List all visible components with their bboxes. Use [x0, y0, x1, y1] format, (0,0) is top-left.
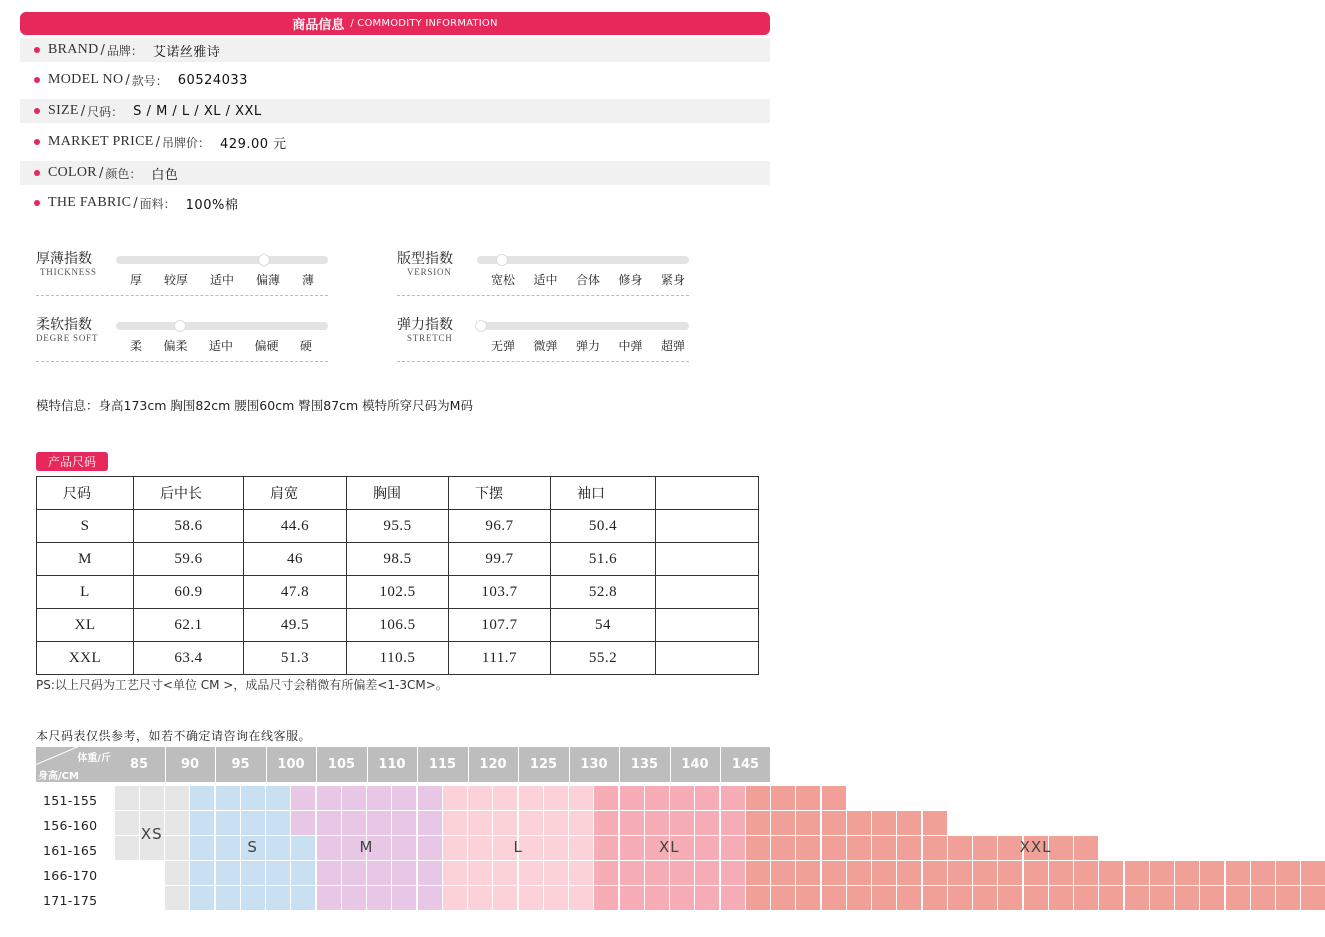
size-zone-cell [418, 786, 442, 810]
size-zone-cell [468, 836, 492, 860]
size-zone-cell [342, 786, 366, 810]
info-row-brand: BRAND / 品牌： 艾诺丝雅诗 [20, 38, 770, 62]
thickness-slider [116, 256, 328, 264]
size-zone-cell [367, 811, 391, 835]
price-value: 429.00 元 [220, 136, 287, 152]
size-zone-cell [1099, 886, 1123, 910]
size-zone-cell [1150, 886, 1174, 910]
weight-col-135: 135 [619, 747, 669, 782]
size-zone-cell [190, 836, 214, 860]
size-zone-cell [594, 886, 618, 910]
height-row-171-175: 171-175 [43, 893, 98, 908]
size-zone-cell [1150, 861, 1174, 885]
size-zone-cell [771, 836, 795, 860]
zone-label-xxl: XXL [1019, 837, 1052, 856]
size-zone-cell [544, 886, 568, 910]
size-zone-cell [822, 886, 846, 910]
size-zone-cell [367, 886, 391, 910]
size-zone-cell [317, 836, 341, 860]
size-zone-cell [695, 811, 719, 835]
size-zone-cell [241, 786, 265, 810]
size-zone-cell [973, 861, 997, 885]
size-zone-cell [1099, 861, 1123, 885]
info-row-fabric: THE FABRIC / 面料： 100%棉 [20, 191, 770, 215]
size-zone-cell [695, 886, 719, 910]
size-zone-cell [1251, 861, 1275, 885]
size-zone-cell [544, 861, 568, 885]
size-zone-cell [418, 886, 442, 910]
size-zone-cell [266, 861, 290, 885]
slider-knob [174, 320, 186, 332]
size-zone-cell [165, 886, 189, 910]
color-value: 白色 [151, 167, 179, 183]
info-row-price: MARKET PRICE / 吊牌价： 429.00 元 [20, 130, 770, 154]
corner-height-label: 身高/CM [38, 771, 79, 782]
size-zone-cell [746, 836, 770, 860]
size-zone-cell [1074, 861, 1098, 885]
size-zone-cell [291, 861, 315, 885]
size-zone-cell [897, 861, 921, 885]
weight-col-145: 145 [720, 747, 770, 782]
height-row-166-170: 166-170 [43, 868, 98, 883]
size-zone-cell [796, 786, 820, 810]
size-zone-cell [367, 786, 391, 810]
size-zone-cell [1049, 886, 1073, 910]
weight-col-100: 100 [266, 747, 316, 782]
size-zone-cell [796, 811, 820, 835]
zone-label-m: M [359, 837, 374, 856]
size-zone-cell [443, 786, 467, 810]
size-zone-cell [392, 861, 416, 885]
reference-note: 本尺码表仅供参考，如若不确定请咨询在线客服。 [36, 729, 312, 743]
size-zone-cell [468, 811, 492, 835]
chart-corner [36, 747, 114, 782]
size-zone-cell [443, 811, 467, 835]
bullet-icon [34, 108, 40, 114]
size-zone-cell [519, 861, 543, 885]
size-zone-cell [721, 836, 745, 860]
size-zone-cell [266, 886, 290, 910]
version-slider [477, 256, 689, 264]
size-zone-cell [569, 836, 593, 860]
bullet-icon [34, 139, 40, 145]
size-zone-cell [998, 861, 1022, 885]
size-zone-cell [1301, 886, 1325, 910]
size-zone-cell [998, 886, 1022, 910]
size-zone-cell [1074, 836, 1098, 860]
size-zone-cell [165, 786, 189, 810]
size-zone-cell [443, 861, 467, 885]
size-note: PS:以上尺码为工艺尺寸<单位 CM >，成品尺寸会稍微有所偏差<1-3CM>。 [36, 678, 448, 692]
size-zone-cell [923, 836, 947, 860]
fabric-value: 100%棉 [185, 197, 239, 213]
size-zone-cell [1301, 861, 1325, 885]
size-zone-cell [872, 861, 896, 885]
weight-col-90: 90 [165, 747, 215, 782]
size-zone-cell [216, 836, 240, 860]
size-zone-cell [241, 811, 265, 835]
size-zone-cell [620, 811, 644, 835]
size-zone-cell [923, 886, 947, 910]
index-version: 版型指数 VERSION 宽松 适中 合体 修身 紧身 [397, 248, 697, 298]
size-zone-cell [317, 886, 341, 910]
size-zone-cell [342, 861, 366, 885]
size-zone-cell [216, 861, 240, 885]
weight-col-95: 95 [215, 747, 265, 782]
size-zone-cell [1125, 861, 1149, 885]
size-zone-cell [115, 811, 139, 835]
size-zone-cell [1175, 861, 1199, 885]
size-zone-cell [721, 786, 745, 810]
size-zone-cell [620, 786, 644, 810]
size-zone-cell [670, 811, 694, 835]
weight-col-130: 130 [569, 747, 619, 782]
size-zone-cell [544, 836, 568, 860]
weight-height-chart [36, 747, 1052, 913]
info-row-size: SIZE / 尺码： S / M / L / XL / XXL [20, 99, 770, 123]
slider-knob [496, 254, 508, 266]
size-zone-cell [721, 811, 745, 835]
size-zone-cell [1125, 886, 1149, 910]
size-zone-cell [620, 836, 644, 860]
size-zone-cell [645, 786, 669, 810]
size-zone-cell [291, 811, 315, 835]
size-zone-cell [645, 861, 669, 885]
softness-slider [116, 322, 328, 330]
size-zone-cell [418, 811, 442, 835]
size-zone-cell [519, 786, 543, 810]
size-zone-cell [695, 786, 719, 810]
size-zone-cell [923, 861, 947, 885]
height-row-151-155: 151-155 [43, 793, 98, 808]
zone-label-xl: XL [659, 837, 680, 856]
size-zone-cell [847, 811, 871, 835]
size-zone-cell [115, 836, 139, 860]
size-zone-cell [291, 786, 315, 810]
size-zone-cell [493, 811, 517, 835]
size-zone-cell [897, 886, 921, 910]
size-zone-cell [266, 786, 290, 810]
size-zone-cell [670, 886, 694, 910]
size-zone-cell [241, 861, 265, 885]
index-thickness: 厚薄指数 THICKNESS 厚 较厚 适中 偏薄 薄 [36, 248, 336, 298]
height-row-161-165: 161-165 [43, 843, 98, 858]
size-zone-cell [822, 836, 846, 860]
weight-col-140: 140 [670, 747, 720, 782]
size-zone-cell [872, 886, 896, 910]
size-zone-cell [317, 786, 341, 810]
size-zone-cell [771, 886, 795, 910]
size-zone-cell [847, 886, 871, 910]
info-row-model: MODEL NO / 款号： 60524033 [20, 68, 770, 92]
size-zone-cell [266, 811, 290, 835]
table-header-row: 尺码 后中长 肩宽 胸围 下摆 袖口 [37, 477, 759, 510]
zone-label-s: S [247, 837, 258, 856]
size-zone-cell [216, 886, 240, 910]
size-zone-cell [796, 836, 820, 860]
size-zone-cell [948, 886, 972, 910]
header-title-en: / COMMODITY INFORMATION [350, 18, 498, 29]
size-zone-cell [1024, 886, 1048, 910]
size-zone-cell [822, 861, 846, 885]
table-row: L 60.9 47.8 102.5 103.7 52.8 [37, 576, 759, 609]
size-zone-cell [392, 786, 416, 810]
bullet-icon [34, 170, 40, 176]
size-zone-cell [115, 786, 139, 810]
info-row-color: COLOR / 颜色： 白色 [20, 161, 770, 185]
size-zone-cell [544, 786, 568, 810]
size-zone-cell [872, 811, 896, 835]
divider [397, 295, 689, 296]
size-zone-cell [923, 811, 947, 835]
size-zone-cell [190, 786, 214, 810]
weight-col-120: 120 [468, 747, 518, 782]
size-zone-cell [569, 886, 593, 910]
size-zone-cell [746, 786, 770, 810]
size-zone-cell [216, 786, 240, 810]
size-zone-cell [721, 886, 745, 910]
size-zone-cell [872, 836, 896, 860]
size-zone-cell [1200, 861, 1224, 885]
size-zone-cell [645, 811, 669, 835]
size-zone-cell [291, 836, 315, 860]
size-zone-cell [190, 811, 214, 835]
size-zone-cell [190, 861, 214, 885]
size-zone-cell [847, 836, 871, 860]
size-zone-cell [1074, 886, 1098, 910]
weight-col-125: 125 [518, 747, 568, 782]
size-zone-cell [746, 861, 770, 885]
size-zone-cell [443, 836, 467, 860]
size-zone-cell [594, 861, 618, 885]
size-zone-cell [468, 886, 492, 910]
size-zone-cell [493, 786, 517, 810]
size-zone-cell [392, 886, 416, 910]
size-zone-cell [317, 861, 341, 885]
divider [36, 361, 328, 362]
size-table [36, 476, 759, 675]
product-size-badge: 产品尺码 [36, 452, 108, 471]
size-zone-cell [948, 861, 972, 885]
weight-col-115: 115 [417, 747, 467, 782]
size-zone-cell [847, 861, 871, 885]
size-zone-cell [493, 861, 517, 885]
weight-col-105: 105 [316, 747, 366, 782]
height-row-156-160: 156-160 [43, 818, 98, 833]
corner-weight-label: 体重/斤 [77, 753, 111, 764]
size-zone-cell [973, 836, 997, 860]
size-value: S / M / L / XL / XXL [133, 103, 262, 119]
size-zone-cell [367, 861, 391, 885]
size-zone-cell [1276, 861, 1300, 885]
divider [36, 295, 328, 296]
size-zone-cell [418, 836, 442, 860]
divider [397, 361, 689, 362]
size-zone-cell [165, 861, 189, 885]
header-title-cn: 商品信息 [292, 18, 345, 33]
size-zone-cell [620, 861, 644, 885]
stretch-slider [477, 322, 689, 330]
size-zone-cell [594, 811, 618, 835]
size-zone-cell [443, 886, 467, 910]
index-stretch: 弹力指数 STRETCH 无弹 微弹 弹力 中弹 超弹 [397, 314, 697, 364]
slider-knob [475, 320, 487, 332]
size-zone-cell [796, 886, 820, 910]
size-zone-cell [342, 886, 366, 910]
size-zone-cell [1276, 886, 1300, 910]
size-zone-cell [1226, 886, 1250, 910]
size-zone-cell [746, 811, 770, 835]
size-zone-cell [670, 861, 694, 885]
size-zone-cell [544, 811, 568, 835]
size-zone-cell [594, 786, 618, 810]
size-zone-cell [392, 836, 416, 860]
table-row: M 59.6 46 98.5 99.7 51.6 [37, 543, 759, 576]
size-zone-cell [771, 786, 795, 810]
size-zone-cell [140, 786, 164, 810]
size-zone-cell [771, 811, 795, 835]
size-zone-cell [822, 811, 846, 835]
size-zone-cell [291, 886, 315, 910]
model-value: 60524033 [177, 72, 248, 88]
zone-label-xs: XS [140, 825, 163, 843]
size-zone-cell [392, 811, 416, 835]
size-zone-cell [620, 886, 644, 910]
size-zone-cell [695, 861, 719, 885]
size-zone-cell [190, 886, 214, 910]
size-zone-cell [418, 861, 442, 885]
size-zone-cell [569, 861, 593, 885]
bullet-icon [34, 200, 40, 206]
size-zone-cell [519, 886, 543, 910]
table-row: S 58.6 44.6 95.5 96.7 50.4 [37, 510, 759, 543]
index-softness: 柔软指数 DEGRE SOFT 柔 偏柔 适中 偏硬 硬 [36, 314, 336, 364]
size-zone-cell [796, 861, 820, 885]
bullet-icon [34, 77, 40, 83]
size-zone-cell [771, 861, 795, 885]
model-info: 模特信息：身高173cm 胸围82cm 腰围60cm 臀围87cm 模特所穿尺码为M码 [36, 398, 473, 413]
size-zone-cell [266, 836, 290, 860]
size-zone-cell [695, 836, 719, 860]
brand-value: 艾诺丝雅诗 [152, 44, 221, 60]
size-zone-cell [342, 811, 366, 835]
weight-col-110: 110 [367, 747, 417, 782]
table-row: XL 62.1 49.5 106.5 107.7 54 [37, 609, 759, 642]
commodity-info-header [20, 12, 770, 35]
size-zone-cell [746, 886, 770, 910]
size-zone-cell [317, 811, 341, 835]
size-zone-cell [822, 786, 846, 810]
size-zone-cell [973, 886, 997, 910]
size-zone-cell [1251, 886, 1275, 910]
size-zone-cell [519, 811, 543, 835]
size-zone-cell [569, 811, 593, 835]
size-zone-cell [468, 786, 492, 810]
size-zone-cell [165, 836, 189, 860]
size-zone-cell [948, 836, 972, 860]
weight-col-85: 85 [129, 757, 149, 772]
size-zone-cell [721, 861, 745, 885]
size-zone-cell [216, 811, 240, 835]
size-zone-cell [670, 786, 694, 810]
size-zone-cell [645, 886, 669, 910]
table-row: XXL 63.4 51.3 110.5 111.7 55.2 [37, 642, 759, 675]
bullet-icon [34, 47, 40, 53]
size-zone-cell [1049, 861, 1073, 885]
slider-knob [258, 254, 270, 266]
size-zone-cell [1200, 886, 1224, 910]
size-zone-cell [897, 836, 921, 860]
size-zone-cell [468, 861, 492, 885]
zone-label-l: L [513, 837, 523, 856]
size-zone-cell [897, 811, 921, 835]
size-zone-cell [1226, 861, 1250, 885]
size-zone-cell [493, 886, 517, 910]
size-zone-cell [594, 836, 618, 860]
size-zone-cell [241, 886, 265, 910]
size-zone-cell [1049, 836, 1073, 860]
size-zone-cell [165, 811, 189, 835]
size-zone-cell [569, 786, 593, 810]
size-zone-cell [1175, 886, 1199, 910]
size-zone-cell [1024, 861, 1048, 885]
